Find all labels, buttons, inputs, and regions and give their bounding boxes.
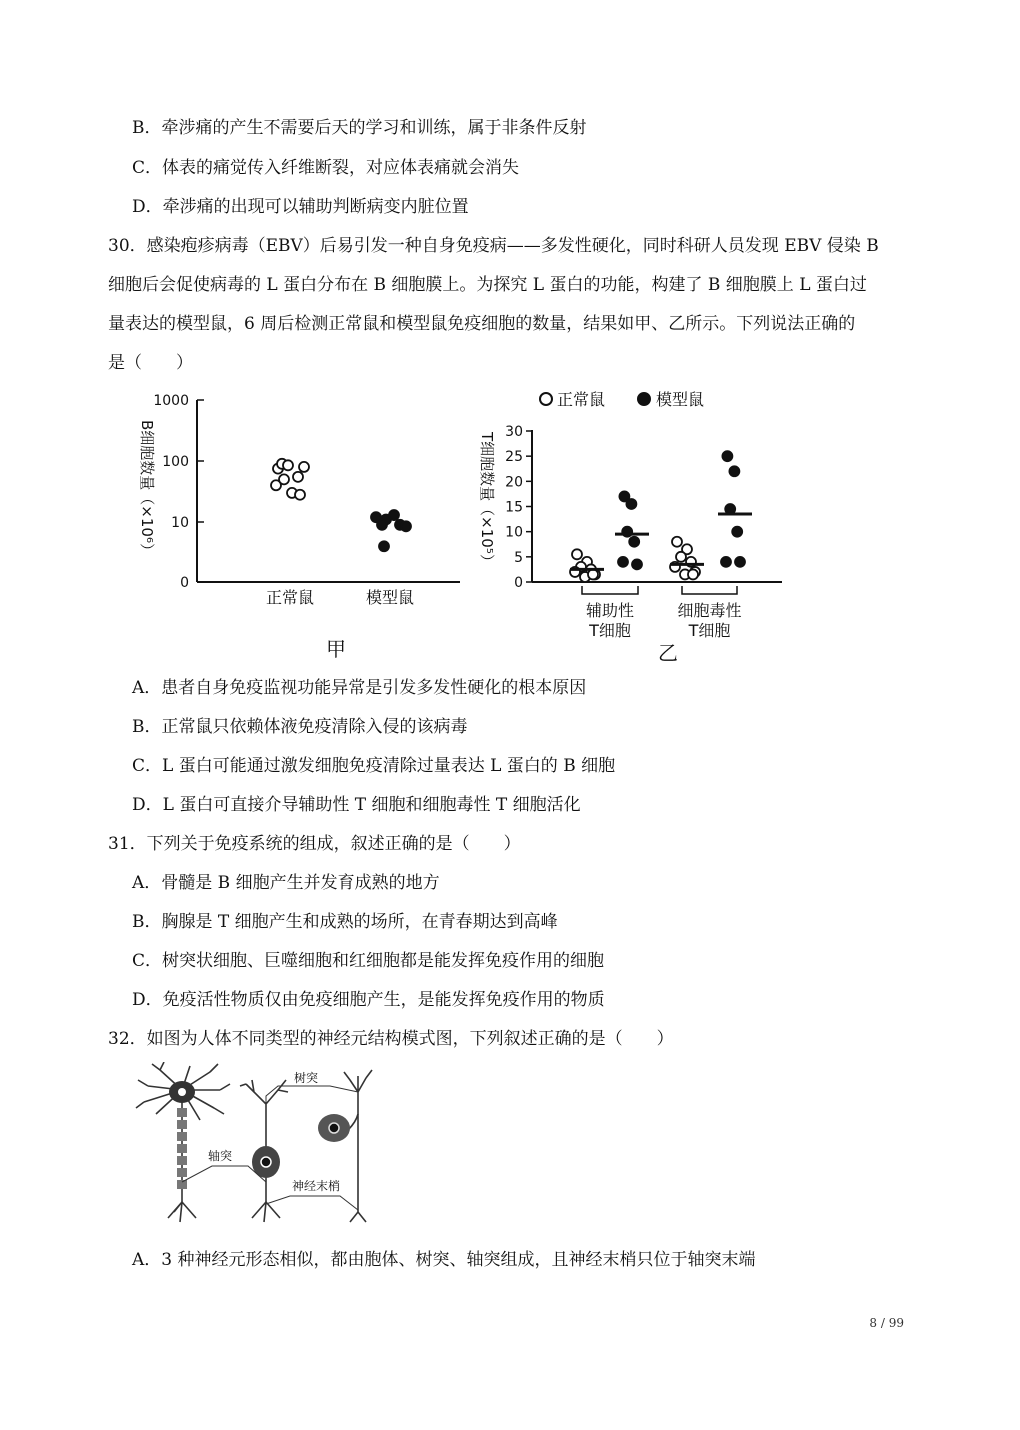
q29-option-c: C．体表的痛觉传入纤维断裂，对应体表痛就会消失 xyxy=(132,158,520,178)
yi-point-model xyxy=(629,537,639,547)
q30-option-c: C．L 蛋白可能通过激发细胞免疫清除过量表达 L 蛋白的 B 细胞 xyxy=(132,756,616,776)
yi-y-tick-label: 10 xyxy=(505,524,523,541)
yi-y-tick-label: 5 xyxy=(514,549,523,566)
nerve-ending-label: 神经末梢 xyxy=(292,1179,341,1193)
q31-stem: 31．下列关于免疫系统的组成，叙述正确的是（ ） xyxy=(108,834,521,854)
yi-point-model xyxy=(725,504,735,514)
yi-group-bracket xyxy=(682,586,737,594)
nerve-ending-leader xyxy=(266,1196,358,1210)
yi-point-normal xyxy=(672,537,682,547)
yi-group-label: T细胞 xyxy=(589,621,631,640)
yi-group-label: 辅助性 xyxy=(585,601,635,620)
q30-stem-line-3: 量表达的模型鼠，6 周后检测正常鼠和模型鼠免疫细胞的数量，结果如甲、乙所示。下列说法正确的 xyxy=(108,314,856,334)
yi-point-model xyxy=(735,557,745,567)
q30-option-a: A．患者自身免疫监视功能异常是引发多发性硬化的根本原因 xyxy=(132,678,587,698)
jia-point-normal xyxy=(299,462,309,472)
yi-y-axis-label: T细胞数量（×10⁵） xyxy=(478,432,496,569)
jia-panel-label: 甲 xyxy=(326,637,346,661)
yi-panel-label: 乙 xyxy=(658,641,678,665)
jia-point-model xyxy=(389,510,399,520)
yi-group-label: T细胞 xyxy=(688,621,731,640)
q32-stem: 32．如图为人体不同类型的神经元结构模式图，下列叙述正确的是（ ） xyxy=(108,1029,674,1049)
q29-option-b: B．牵涉痛的产生不需要后天的学习和训练，属于非条件反射 xyxy=(132,118,587,138)
yi-point-model xyxy=(618,557,628,567)
yi-legend-marker-model xyxy=(638,393,650,405)
q30-stem-line-4: 是（ ） xyxy=(108,353,193,373)
q30-option-d: D．L 蛋白可直接介导辅助性 T 细胞和细胞毒性 T 细胞活化 xyxy=(132,795,581,815)
q31-option-d: D．免疫活性物质仅由免疫细胞产生，是能发挥免疫作用的物质 xyxy=(132,990,605,1010)
jia-point-model xyxy=(377,520,387,530)
yi-point-model xyxy=(722,451,732,461)
neuron-3 xyxy=(344,1070,372,1222)
yi-point-model xyxy=(632,559,642,569)
yi-y-tick-label: 30 xyxy=(505,424,523,440)
yi-point-model xyxy=(626,499,636,509)
yi-point-model xyxy=(721,557,731,567)
yi-group-bracket xyxy=(582,586,638,594)
jia-y-tick-label: 10 xyxy=(171,515,189,531)
q30-option-b: B．正常鼠只依赖体液免疫清除入侵的该病毒 xyxy=(132,717,468,737)
jia-point-normal xyxy=(279,474,289,484)
chart-yi xyxy=(478,390,782,665)
jia-y-axis-label: B细胞数量（×10⁶） xyxy=(138,420,156,558)
yi-y-tick-label: 25 xyxy=(505,449,523,466)
q32-option-a: A．3 种神经元形态相似，都由胞体、树突、轴突组成，且神经末梢只位于轴突末端 xyxy=(132,1250,756,1270)
yi-y-tick-label: 20 xyxy=(505,474,523,491)
yi-point-normal xyxy=(676,552,686,562)
q30-stem-line-1: 30．感染疱疹病毒（EBV）后易引发一种自身免疫病——多发性硬化，同时科研人员发现 EBV 侵染 B xyxy=(108,236,879,256)
neuron-diagram xyxy=(130,1062,390,1232)
yi-legend-label-normal: 正常鼠 xyxy=(557,390,606,409)
yi-point-normal xyxy=(588,569,598,579)
myelin-sheath xyxy=(177,1108,187,1189)
q31-option-a: A．骨髓是 B 细胞产生并发育成熟的地方 xyxy=(132,873,440,893)
yi-point-normal xyxy=(572,549,582,559)
yi-legend-label-model: 模型鼠 xyxy=(656,390,705,409)
jia-point-normal xyxy=(283,460,293,470)
q31-option-b: B．胸腺是 T 细胞产生和成熟的场所，在青春期达到高峰 xyxy=(132,912,558,932)
q31-option-c: C．树突状细胞、巨噬细胞和红细胞都是能发挥免疫作用的细胞 xyxy=(132,951,605,971)
axon-label: 轴突 xyxy=(208,1149,233,1163)
jia-point-normal xyxy=(293,472,303,482)
yi-point-model xyxy=(732,527,742,537)
neuron-2-nucleus xyxy=(261,1157,271,1167)
jia-point-model xyxy=(379,541,389,551)
yi-point-model xyxy=(729,466,739,476)
jia-point-model xyxy=(401,521,411,531)
yi-point-normal xyxy=(688,569,698,579)
neuron-3-nucleus xyxy=(329,1123,339,1133)
jia-y-tick-label: 100 xyxy=(162,454,189,470)
jia-y-tick-label: 0 xyxy=(180,575,189,591)
page-number: 8 / 99 xyxy=(869,1316,904,1330)
yi-group-label: 细胞毒性 xyxy=(677,601,742,620)
dendrite-label: 树突 xyxy=(294,1071,319,1085)
q30-stem-line-2: 细胞后会促使病毒的 L 蛋白分布在 B 细胞膜上。为探究 L 蛋白的功能，构建了 B 细胞膜上 L 蛋白过 xyxy=(108,275,867,295)
q30-figure xyxy=(0,380,1020,670)
neuron-1-nucleus xyxy=(178,1088,186,1096)
yi-y-tick-label: 0 xyxy=(514,575,523,591)
yi-legend-marker-normal xyxy=(540,393,552,405)
jia-category-label: 模型鼠 xyxy=(365,588,415,607)
jia-point-normal xyxy=(295,490,305,500)
q29-option-d: D．牵涉痛的出现可以辅助判断病变内脏位置 xyxy=(132,197,469,217)
jia-category-label: 正常鼠 xyxy=(265,588,315,607)
chart-jia xyxy=(138,393,460,661)
yi-y-tick-label: 15 xyxy=(505,499,523,516)
jia-y-tick-label: 1000 xyxy=(153,393,189,409)
